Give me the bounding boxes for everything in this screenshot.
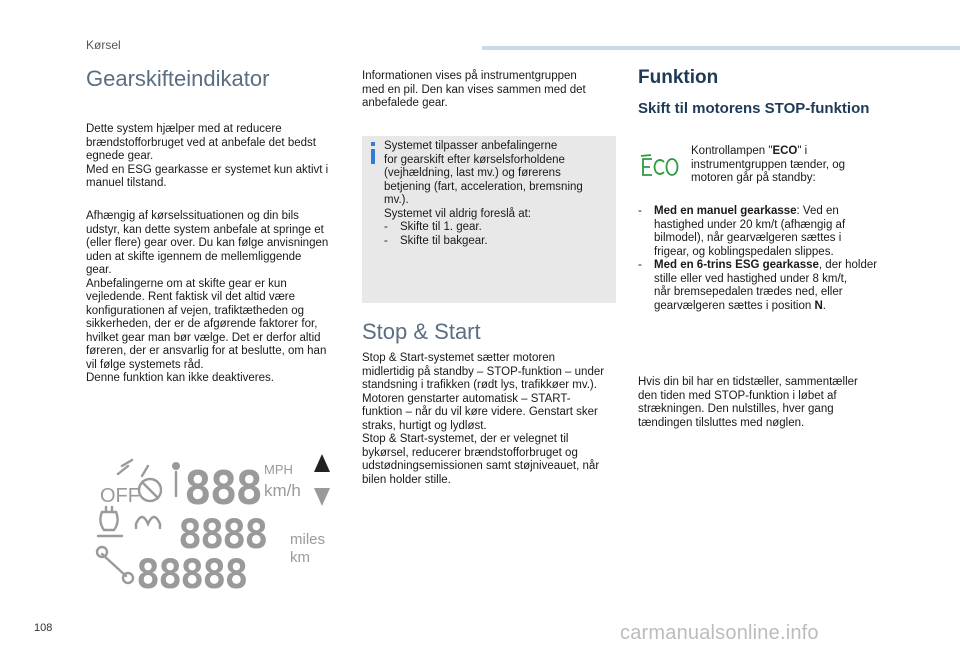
text-line: Systemet tilpasser anbefalingerne — [384, 140, 558, 152]
stop-function-subtitle: Skift til motorens STOP-funktion — [638, 100, 870, 117]
text-line: vil følge systemets råd. — [86, 358, 204, 371]
text-line: (vejhældning, last mv.) og førerens — [384, 167, 561, 179]
text-line: Motoren genstarter automatisk – START- — [362, 392, 571, 405]
text-line: sikkerheden, der er de afgørende faktorer for, — [86, 318, 318, 330]
text-line: motoren går på standby: — [691, 172, 816, 184]
eco-description — [691, 145, 845, 186]
text-line: instrumentgruppen tænder, og — [691, 158, 846, 171]
stop-start-body — [362, 352, 604, 487]
info-box-text — [384, 140, 583, 248]
indicator-intro — [362, 70, 586, 111]
stop-conditions-list — [638, 205, 877, 313]
text-line: Dette system hjælper med at reducere — [86, 123, 282, 135]
wrench-icon — [97, 547, 133, 583]
text-line: Anbefalingerne om at skifte gear er kun — [86, 277, 287, 290]
text-line: bykørsel, reducerer brændstofforbruget og — [362, 446, 578, 459]
text-line: udstyr, kan dette system anbefale at springe et — [86, 223, 324, 236]
gear-indicator-title: Gearskifteindikator — [86, 66, 270, 91]
text-line: anbefalede gear. — [362, 97, 448, 109]
mid-digits: 8888 — [178, 512, 267, 558]
text-line: egnede gear. — [86, 150, 154, 162]
text-line: Stop & Start-systemet, der er velegnet til — [362, 433, 569, 445]
text-line: midlertidig på standby – STOP-funktion – under — [362, 365, 605, 378]
text-line: gear. — [86, 264, 112, 276]
text-line: udstødningsemissionen samt støjniveauet, når — [362, 460, 600, 472]
gear-indicator-para1 — [86, 123, 328, 191]
text-line: Med en ESG gearkasse er systemet kun aktivt i — [86, 163, 329, 176]
speed-unit-kmh: km/h — [264, 481, 301, 500]
glow-coil-icon — [136, 517, 160, 528]
text-line: bilen holder stille. — [362, 473, 451, 486]
text-line: betjening (fart, acceleration, bremsning — [384, 180, 583, 193]
text-line: med en pil. Den kan vises sammen med det — [362, 83, 586, 96]
text-line: Denne funktion kan ikke deaktiveres. — [86, 372, 274, 384]
text-line: mv.). — [384, 194, 409, 206]
text-line: (eller flere) gear over. Du kan følge anvisningen — [86, 237, 329, 249]
warning-icon — [172, 462, 180, 496]
text-line: uden at skifte igennem de mellemliggende — [86, 250, 302, 263]
gear-up-arrow-icon — [314, 454, 330, 472]
speed-unit-mph: MPH — [264, 462, 293, 477]
text-line: funktion – når du vil køre videre. Genstart sker — [362, 406, 598, 418]
text-line: den tiden med STOP-funktion i løbet af — [638, 389, 837, 402]
info-box — [362, 136, 616, 303]
odo-digits: 88888 — [136, 552, 247, 594]
text-line: brændstofforbruget ved at anbefale det bedst — [86, 136, 316, 149]
header-rule — [482, 46, 960, 50]
odo-unit-miles: miles — [290, 531, 326, 548]
text-line: standsning i trafikken (rødt lys, trafikkøer mv.). — [362, 379, 597, 391]
text-line: vejledende. Rent faktisk vil det altid være — [86, 291, 296, 303]
text-line: strækningen. Den nulstilles, hver gang — [638, 403, 834, 415]
list-item: - Med en manuel gearkasse: Ved en hastighed under 20 km/t (afhængig af bilmodel), når gearvælgeren sættes i frigear, og koblingspedalen slippes. — [638, 205, 846, 258]
info-icon — [368, 142, 378, 164]
eco-label: ECO — [772, 145, 798, 157]
function-title: Funktion — [638, 67, 719, 88]
text-line: hvilket gear man bør vælge. Det er derfor altid — [86, 331, 321, 344]
list-item: - Skifte til bakgear. — [384, 234, 488, 247]
text-line: Hvis din bil har en tidstæller, sammentæller — [638, 376, 858, 388]
eco-icon — [640, 154, 680, 180]
odo-unit-km: km — [290, 549, 310, 566]
instrument-cluster-illustration — [92, 452, 348, 594]
list-item: - Med en 6-trins ESG gearkasse, der holder stille eller ved hastighed under 8 km/t, når bremsepedalen trædes ned, eller gearvælgeren sættes i position N. — [638, 259, 878, 312]
watermark: carmanualsonline.info — [620, 622, 819, 644]
off-label: OFF — [100, 485, 140, 507]
tachometer-note — [638, 376, 858, 430]
text-line: føreren, der er ansvarlig for at beslutte, om han — [86, 345, 327, 357]
page-number: 108 — [34, 622, 53, 634]
text-line: Kontrollampen "ECO" i — [691, 145, 808, 157]
running-head: Kørsel — [86, 38, 121, 52]
preheating-icon — [98, 507, 122, 536]
text-line: tændingen tilsluttes med nøglen. — [638, 416, 805, 429]
text-line: Afhængig af kørselssituationen og din bils — [86, 210, 299, 222]
gear-down-arrow-icon — [314, 488, 330, 506]
text-line: manuel tilstand. — [86, 177, 167, 189]
speed-digits: 888 — [184, 461, 262, 515]
list-item: - Skifte til 1. gear. — [384, 221, 482, 233]
text-line: Systemet vil aldrig foreslå at: — [384, 207, 532, 220]
text-line: Stop & Start-systemet sætter motoren — [362, 352, 556, 364]
text-line: Informationen vises på instrumentgruppen — [362, 70, 577, 82]
stop-start-title: Stop & Start — [362, 319, 481, 344]
gear-indicator-para2 — [86, 210, 328, 386]
text-line: konfigurationen af vejen, trafiktætheden og — [86, 304, 305, 317]
text-line: for gearskift efter kørselsforholdene — [384, 153, 565, 166]
text-line: straks, hurtigt og lydløst. — [362, 419, 487, 432]
